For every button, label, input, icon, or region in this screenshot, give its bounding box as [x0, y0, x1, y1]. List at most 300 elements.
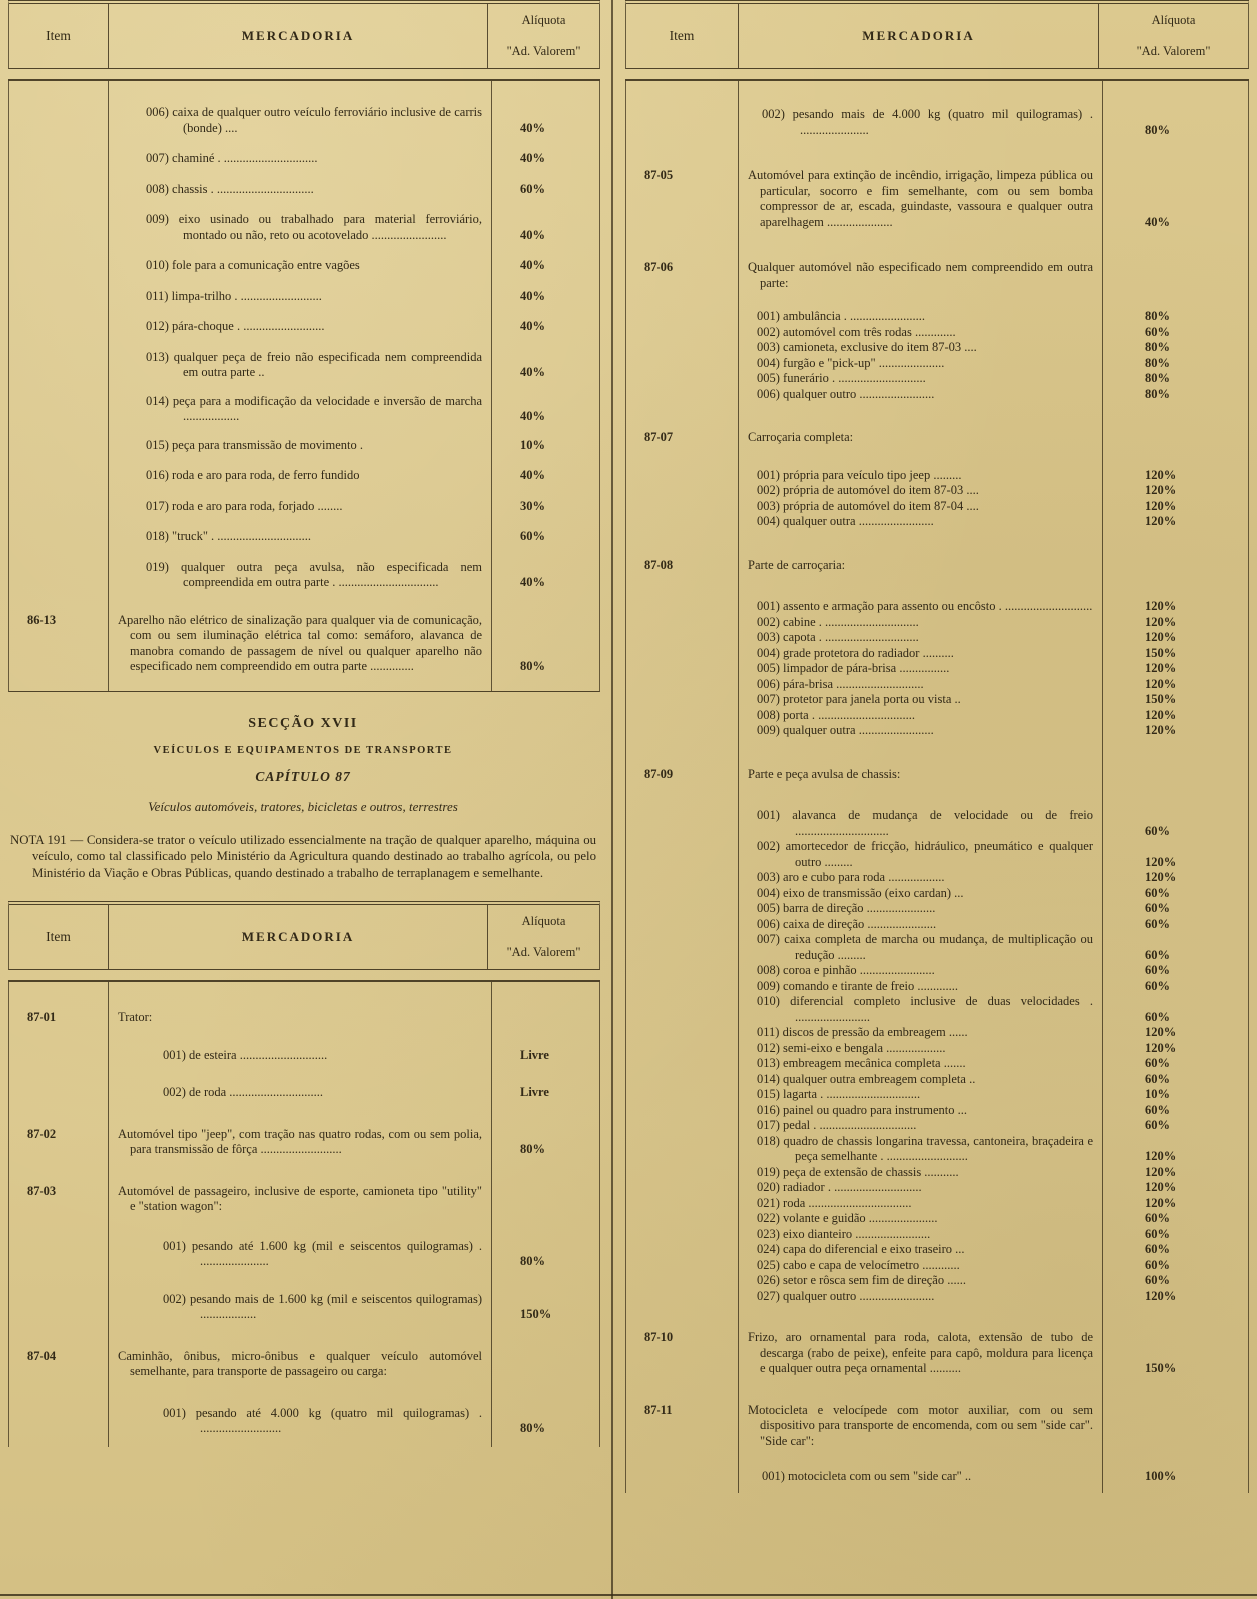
- item-code-cell: 87-02: [27, 1126, 57, 1141]
- item-code-cell: [626, 917, 738, 933]
- table-row: [9, 1239, 599, 1270]
- entry-text: Automóvel tipo "jeep", com tração nas quatro rodas, com ou sem polia, para transmissão de fôrça ..........................: [118, 1126, 482, 1156]
- rate-cell: [1103, 1227, 1248, 1243]
- rate-cell: [492, 350, 599, 381]
- entry-text: semi-eixo e bengala ...................: [783, 1040, 946, 1055]
- rate-cell: [1103, 901, 1248, 917]
- section-title: SECÇÃO XVII: [248, 715, 358, 731]
- entry-text: caixa completa de marcha ou mudança, de multiplicação ou redução .........: [784, 932, 1094, 962]
- rate-value: 40%: [520, 319, 545, 333]
- entry-text: roda e aro para roda, de ferro fundido: [172, 468, 360, 482]
- item-code-cell: [626, 1469, 738, 1485]
- rate-cell: [1103, 168, 1248, 230]
- rate-value: 80%: [1145, 340, 1170, 354]
- entry-text: radiador . ............................: [783, 1180, 922, 1194]
- rate-value: 80%: [520, 659, 545, 673]
- entry-number: 007): [757, 692, 780, 706]
- item-code-cell: [626, 1041, 738, 1057]
- table-row: [626, 483, 1248, 499]
- description-cell: [738, 723, 1103, 739]
- item-code-cell: [9, 258, 108, 274]
- rate-cell: [1103, 1072, 1248, 1088]
- item-code-cell: [626, 723, 738, 739]
- table-header: [8, 0, 600, 69]
- rate-cell: [1103, 1025, 1248, 1041]
- table-row: [626, 808, 1248, 839]
- entry-number: 002): [757, 483, 780, 497]
- table-row: [626, 1242, 1248, 1258]
- table-row: [626, 917, 1248, 933]
- entry-text: Trator:: [118, 1010, 153, 1024]
- entry-number: 020): [757, 1180, 780, 1194]
- rate-value: 40%: [520, 468, 545, 482]
- table-row: [626, 430, 1248, 446]
- rate-cell: [492, 1184, 599, 1215]
- description-cell: [738, 870, 1103, 886]
- rate-cell: [492, 1048, 599, 1064]
- rate-value: 120%: [1145, 467, 1177, 482]
- table-row: [9, 499, 599, 515]
- description-cell: [738, 1072, 1103, 1088]
- description-cell: [738, 1469, 1103, 1485]
- table-row: [626, 260, 1248, 291]
- table-row: [626, 615, 1248, 631]
- rate-value: Livre: [520, 1085, 549, 1099]
- rate-cell: [1103, 514, 1248, 530]
- entry-text: qualquer outra ........................: [783, 514, 934, 528]
- description-cell: [108, 1406, 492, 1437]
- table-row: [626, 309, 1248, 325]
- description-cell: [738, 1289, 1103, 1305]
- table-row: [9, 1127, 599, 1158]
- rate-cell: [1103, 356, 1248, 372]
- entry-number: 024): [757, 1242, 780, 1256]
- rate-cell: [492, 289, 599, 305]
- rate-cell: [1103, 1118, 1248, 1134]
- rate-cell: [1103, 1258, 1248, 1274]
- rate-value: 60%: [1145, 823, 1170, 838]
- entry-number: 001): [757, 467, 780, 482]
- description-cell: [738, 1227, 1103, 1243]
- description-cell: [108, 499, 492, 515]
- description-cell: [738, 1025, 1103, 1041]
- description-cell: [738, 808, 1103, 839]
- description-cell: [108, 1127, 492, 1158]
- description-cell: [108, 1010, 492, 1026]
- rate-value: 120%: [1145, 1040, 1177, 1055]
- item-code-cell: [626, 468, 738, 484]
- rate-value: 120%: [1145, 870, 1177, 884]
- rate-cell: [492, 212, 599, 243]
- rate-value: 40%: [520, 365, 545, 379]
- entry-text: camioneta, exclusive do item 87-03 ....: [783, 340, 977, 354]
- item-code-cell: [626, 483, 738, 499]
- entry-number: 001): [757, 309, 780, 323]
- description-cell: [738, 356, 1103, 372]
- rate-value: 40%: [520, 575, 545, 589]
- description-cell: [738, 599, 1103, 615]
- entry-text: motocicleta com ou sem "side car" ..: [788, 1469, 972, 1483]
- entry-number: 003): [757, 498, 780, 513]
- description-cell: [738, 692, 1103, 708]
- rate-value: 60%: [1145, 1242, 1170, 1256]
- entry-text: quadro de chassis longarina travessa, cantoneira, braçadeira e peça semelhante . ..........................: [783, 1133, 1094, 1163]
- entry-text: capa do diferencial e eixo traseiro ...: [783, 1242, 965, 1256]
- rate-value: 40%: [520, 120, 545, 135]
- description-cell: [738, 499, 1103, 515]
- rate-cell: [492, 529, 599, 545]
- entry-text: Caminhão, ônibus, micro-ônibus e qualquer veículo automóvel semelhante, para transporte de passageiro ou carga:: [118, 1348, 482, 1378]
- rate-value: 60%: [1145, 324, 1170, 339]
- item-code-cell: 87-04: [27, 1348, 57, 1363]
- table-row: [626, 767, 1248, 783]
- entry-text: qualquer peça de freio não especificada nem compreendida em outra parte ..: [173, 349, 483, 379]
- rate-cell: [1103, 1289, 1248, 1305]
- description-cell: [108, 1184, 492, 1215]
- header-mercadoria-label: MERCADORIA: [108, 4, 488, 68]
- rate-value: 60%: [1145, 1102, 1170, 1117]
- description-cell: [108, 529, 492, 545]
- entry-number: 010): [146, 258, 169, 272]
- rate-cell: [1103, 1134, 1248, 1165]
- rate-value: 150%: [1145, 645, 1177, 660]
- section-heading-block: [8, 692, 600, 902]
- description-cell: [108, 560, 492, 591]
- rate-cell: [492, 613, 599, 675]
- header-aliquota: [488, 905, 599, 969]
- item-code-cell: [626, 356, 738, 372]
- rate-value: 120%: [1145, 614, 1177, 629]
- entry-number: 022): [757, 1211, 780, 1225]
- rate-cell: [1103, 1103, 1248, 1119]
- entry-number: 021): [757, 1195, 780, 1210]
- rate-value: 120%: [1145, 1195, 1177, 1210]
- entry-text: "truck" . ..............................: [172, 529, 312, 543]
- rate-cell: [1103, 808, 1248, 839]
- entry-text: assento e armação para assento ou encôsto . ............................: [783, 599, 1093, 613]
- rate-cell: [1103, 371, 1248, 387]
- rate-value: 120%: [1145, 723, 1177, 737]
- description-cell: [108, 394, 492, 425]
- rate-cell: [1103, 599, 1248, 615]
- description-cell: [738, 994, 1103, 1025]
- entry-text: embreagem mecânica completa .......: [783, 1056, 966, 1070]
- entry-text: pedal . ...............................: [783, 1118, 917, 1132]
- item-code-cell: 87-09: [644, 766, 674, 781]
- description-cell: [738, 1056, 1103, 1072]
- item-code-cell: [626, 661, 738, 677]
- entry-text: funerário . ............................: [783, 371, 926, 385]
- entry-number: 004): [757, 885, 780, 900]
- entry-number: 011): [146, 288, 169, 303]
- rate-value: 80%: [1145, 371, 1170, 385]
- rate-cell: [1103, 677, 1248, 693]
- item-code-cell: [9, 1048, 108, 1064]
- item-code-cell: [626, 514, 738, 530]
- rate-cell: [492, 319, 599, 335]
- item-code-cell: [626, 630, 738, 646]
- entry-text: eixo de transmissão (eixo cardan) ...: [783, 885, 964, 900]
- entry-text: alavanca de mudança de velocidade ou de freio ..............................: [792, 808, 1093, 838]
- entry-text: limpador de pára-brisa ................: [783, 661, 950, 675]
- description-cell: [738, 1118, 1103, 1134]
- entry-text: furgão e "pick-up" .....................: [783, 355, 945, 370]
- entry-number: 014): [146, 393, 169, 408]
- rate-value: 60%: [1145, 1273, 1170, 1287]
- rate-value: 120%: [1145, 1180, 1177, 1194]
- rate-value: 40%: [520, 409, 545, 423]
- item-code-cell: [9, 289, 108, 305]
- item-code-cell: [626, 599, 738, 615]
- entry-text: grade protetora do radiador ..........: [783, 645, 954, 660]
- description-cell: [738, 309, 1103, 325]
- item-code-cell: [9, 529, 108, 545]
- entry-text: aro e cubo para roda ..................: [783, 870, 945, 884]
- item-code-cell: [9, 560, 108, 591]
- table-row: [626, 325, 1248, 341]
- rate-value: 80%: [1145, 355, 1170, 370]
- item-code-cell: [9, 394, 108, 425]
- description-cell: [738, 430, 1103, 446]
- entry-text: discos de pressão da embreagem ......: [782, 1025, 968, 1039]
- header-item-label: Item: [669, 28, 695, 43]
- description-cell: [108, 1085, 492, 1101]
- item-code-cell: [9, 499, 108, 515]
- entry-number: 019): [757, 1164, 780, 1179]
- item-code-cell: [626, 1025, 738, 1041]
- item-code-cell: [9, 212, 108, 243]
- entry-text: Parte e peça avulsa de chassis:: [748, 766, 901, 781]
- description-cell: [738, 107, 1103, 138]
- description-cell: [108, 258, 492, 274]
- rate-cell: [1103, 1242, 1248, 1258]
- entry-text: ambulância . ........................: [783, 309, 926, 323]
- rate-cell: [1103, 979, 1248, 995]
- entry-number: 002): [762, 107, 785, 121]
- entry-number: 011): [757, 1025, 780, 1039]
- item-code-cell: [626, 979, 738, 995]
- description-cell: [108, 212, 492, 243]
- rate-cell: [492, 1406, 599, 1437]
- entry-number: 025): [757, 1257, 780, 1272]
- entry-text: roda .................................: [783, 1195, 912, 1210]
- description-cell: [108, 1239, 492, 1270]
- rate-cell: [1103, 886, 1248, 902]
- entry-number: 005): [757, 371, 780, 385]
- rate-cell: [1103, 107, 1248, 138]
- chapter-subtitle: Veículos automóveis, tratores, bicicletas e outros, terrestres: [148, 798, 458, 814]
- entry-text: chassis . ...............................: [172, 181, 314, 196]
- description-cell: [738, 661, 1103, 677]
- table-body: [625, 81, 1249, 1493]
- header-mercadoria-label: MERCADORIA: [108, 905, 488, 969]
- rate-cell: [492, 1292, 599, 1323]
- entry-text: eixo dianteiro ........................: [783, 1226, 931, 1241]
- description-cell: [738, 468, 1103, 484]
- item-code-cell: [626, 615, 738, 631]
- item-code-cell: [9, 105, 108, 136]
- table-row: [626, 1273, 1248, 1289]
- entry-number: 001): [757, 808, 780, 822]
- entry-number: 002): [757, 614, 780, 629]
- table-row: [626, 1118, 1248, 1134]
- entry-text: pesando até 4.000 kg (quatro mil quilogramas) . ..........................: [195, 1405, 483, 1435]
- table-row: [626, 839, 1248, 870]
- section-subtitle: VEÍCULOS E EQUIPAMENTOS DE TRANSPORTE: [153, 744, 453, 756]
- entry-text: peça para a modificação da velocidade e inversão de marcha ..................: [172, 393, 483, 423]
- entry-number: 023): [757, 1226, 780, 1241]
- table-row: [626, 1041, 1248, 1057]
- item-code-cell: [9, 438, 108, 454]
- entry-number: 006): [757, 676, 780, 691]
- table-row: [9, 182, 599, 198]
- entry-number: 001): [163, 1405, 186, 1420]
- table-row: [626, 1227, 1248, 1243]
- rate-value: 60%: [1145, 885, 1170, 900]
- item-code-cell: [9, 319, 108, 335]
- rate-value: 120%: [1145, 514, 1177, 528]
- table-row: [626, 599, 1248, 615]
- rate-cell: [492, 151, 599, 167]
- entry-text: amortecedor de fricção, hidráulico, pneumático e qualquer outro .........: [785, 839, 1093, 869]
- rate-cell: [492, 438, 599, 454]
- rate-value: 120%: [1145, 498, 1177, 513]
- entry-number: 007): [757, 932, 780, 946]
- rate-cell: [1103, 646, 1248, 662]
- description-cell: [738, 1330, 1103, 1377]
- entry-number: 015): [757, 1087, 780, 1101]
- rate-value: 40%: [520, 288, 545, 303]
- table-header: [8, 901, 600, 970]
- entry-text: pesando até 1.600 kg (mil e seiscentos quilogramas) . ......................: [191, 1238, 482, 1268]
- description-cell: [108, 182, 492, 198]
- table-row: [9, 468, 599, 484]
- item-code-cell: [626, 1072, 738, 1088]
- entry-text: eixo usinado ou trabalhado para material ferroviário, montado ou não, reto ou acotovelado ........................: [178, 212, 483, 242]
- rate-cell: [492, 499, 599, 515]
- item-code-cell: [9, 350, 108, 381]
- item-code-cell: [9, 1239, 108, 1270]
- rate-value: 80%: [520, 1142, 545, 1156]
- description-cell: [738, 1273, 1103, 1289]
- rate-value: 60%: [1145, 1071, 1170, 1086]
- description-cell: [738, 558, 1103, 574]
- table-row: [9, 1184, 599, 1215]
- item-code-cell: [9, 182, 108, 198]
- entry-text: fole para a comunicação entre vagões: [172, 258, 360, 272]
- table-row: [626, 1330, 1248, 1377]
- table-row: [626, 558, 1248, 574]
- entry-text: lagarta . ..............................: [783, 1087, 921, 1101]
- table-row: [626, 979, 1248, 995]
- entry-text: pesando mais de 1.600 kg (mil e seiscentos quilogramas) ..................: [189, 1291, 483, 1321]
- table-row: [9, 613, 599, 675]
- entry-number: 008): [757, 707, 780, 722]
- rate-cell: [1103, 430, 1248, 446]
- item-code-cell: [626, 808, 738, 839]
- entry-text: cabo e capa de velocímetro ............: [783, 1257, 960, 1272]
- table-row: [626, 340, 1248, 356]
- item-code-cell: [626, 692, 738, 708]
- entry-text: Qualquer automóvel não especificado nem compreendido em outra parte:: [748, 260, 1093, 290]
- item-code-cell: 87-11: [644, 1402, 673, 1417]
- header-aliquota-line2: "Ad. Valorem": [1136, 44, 1211, 58]
- header-aliquota-line1: Alíquota: [1151, 13, 1196, 27]
- rate-value: 60%: [1145, 1226, 1170, 1241]
- rate-cell: [1103, 994, 1248, 1025]
- item-code-cell: 86-13: [27, 612, 57, 627]
- table-row: [626, 932, 1248, 963]
- table-row: [626, 1134, 1248, 1165]
- rate-cell: [492, 1010, 599, 1026]
- table-row: [626, 630, 1248, 646]
- entry-text: peça de extensão de chassis ...........: [783, 1164, 959, 1179]
- entry-text: capota . ..............................: [783, 630, 919, 644]
- table-row: [9, 151, 599, 167]
- entry-text: qualquer outro ........................: [783, 1288, 935, 1303]
- item-code-cell: [626, 932, 738, 963]
- rate-value: 120%: [1145, 599, 1177, 613]
- item-code-cell: [626, 1227, 738, 1243]
- header-item-label: Item: [46, 929, 71, 944]
- entry-text: Frizo, aro ornamental para roda, calota, extensão de tubo de descarga (rabo de peixe), enfeite para capô, moldura para licença e qualquer outra peça ornamental ..........: [748, 1330, 1093, 1375]
- description-cell: [108, 350, 492, 381]
- table-row: [626, 994, 1248, 1025]
- table-row: [626, 1180, 1248, 1196]
- table-row: [9, 1085, 599, 1101]
- rate-cell: [1103, 1211, 1248, 1227]
- entry-number: 009): [757, 978, 780, 993]
- entry-text: Motocicleta e velocípede com motor auxiliar, com ou sem dispositivo para transporte de encomenda, com ou sem "side car". "Side car":: [748, 1402, 1093, 1448]
- table-row: [626, 1403, 1248, 1450]
- rate-cell: [1103, 309, 1248, 325]
- rate-value: 60%: [1145, 916, 1170, 931]
- table-row: [626, 168, 1248, 230]
- table-row: [626, 870, 1248, 886]
- item-code-cell: [626, 1180, 738, 1196]
- rate-cell: [1103, 692, 1248, 708]
- entry-number: 008): [146, 181, 169, 196]
- entry-text: pára-choque . ..........................: [172, 319, 325, 333]
- description-cell: [108, 1048, 492, 1064]
- entry-text: volante e guidão ......................: [783, 1211, 938, 1225]
- header-mercadoria-label: MERCADORIA: [738, 4, 1099, 68]
- entry-text: pára-brisa ............................: [783, 676, 924, 691]
- description-cell: [738, 963, 1103, 979]
- item-code-cell: [626, 886, 738, 902]
- item-code-cell: [626, 870, 738, 886]
- item-code-cell: 87-03: [27, 1183, 57, 1198]
- entry-number: 001): [163, 1047, 186, 1062]
- rate-value: 60%: [1145, 1056, 1170, 1070]
- rate-value: 120%: [1145, 707, 1177, 722]
- entry-number: 008): [757, 963, 780, 977]
- entry-number: 003): [757, 630, 780, 644]
- description-cell: [738, 1211, 1103, 1227]
- item-code-cell: [626, 1196, 738, 1212]
- table-row: [9, 212, 599, 243]
- entry-number: 009): [757, 723, 780, 737]
- item-code-cell: [626, 371, 738, 387]
- entry-text: diferencial completo inclusive de duas velocidades . ........................: [790, 994, 1094, 1024]
- rate-value: 40%: [520, 227, 545, 242]
- entry-number: 012): [146, 319, 169, 333]
- item-code-cell: [626, 901, 738, 917]
- entry-number: 001): [762, 1469, 785, 1483]
- rate-cell: [492, 1349, 599, 1380]
- table-row: [626, 661, 1248, 677]
- table-row: [9, 438, 599, 454]
